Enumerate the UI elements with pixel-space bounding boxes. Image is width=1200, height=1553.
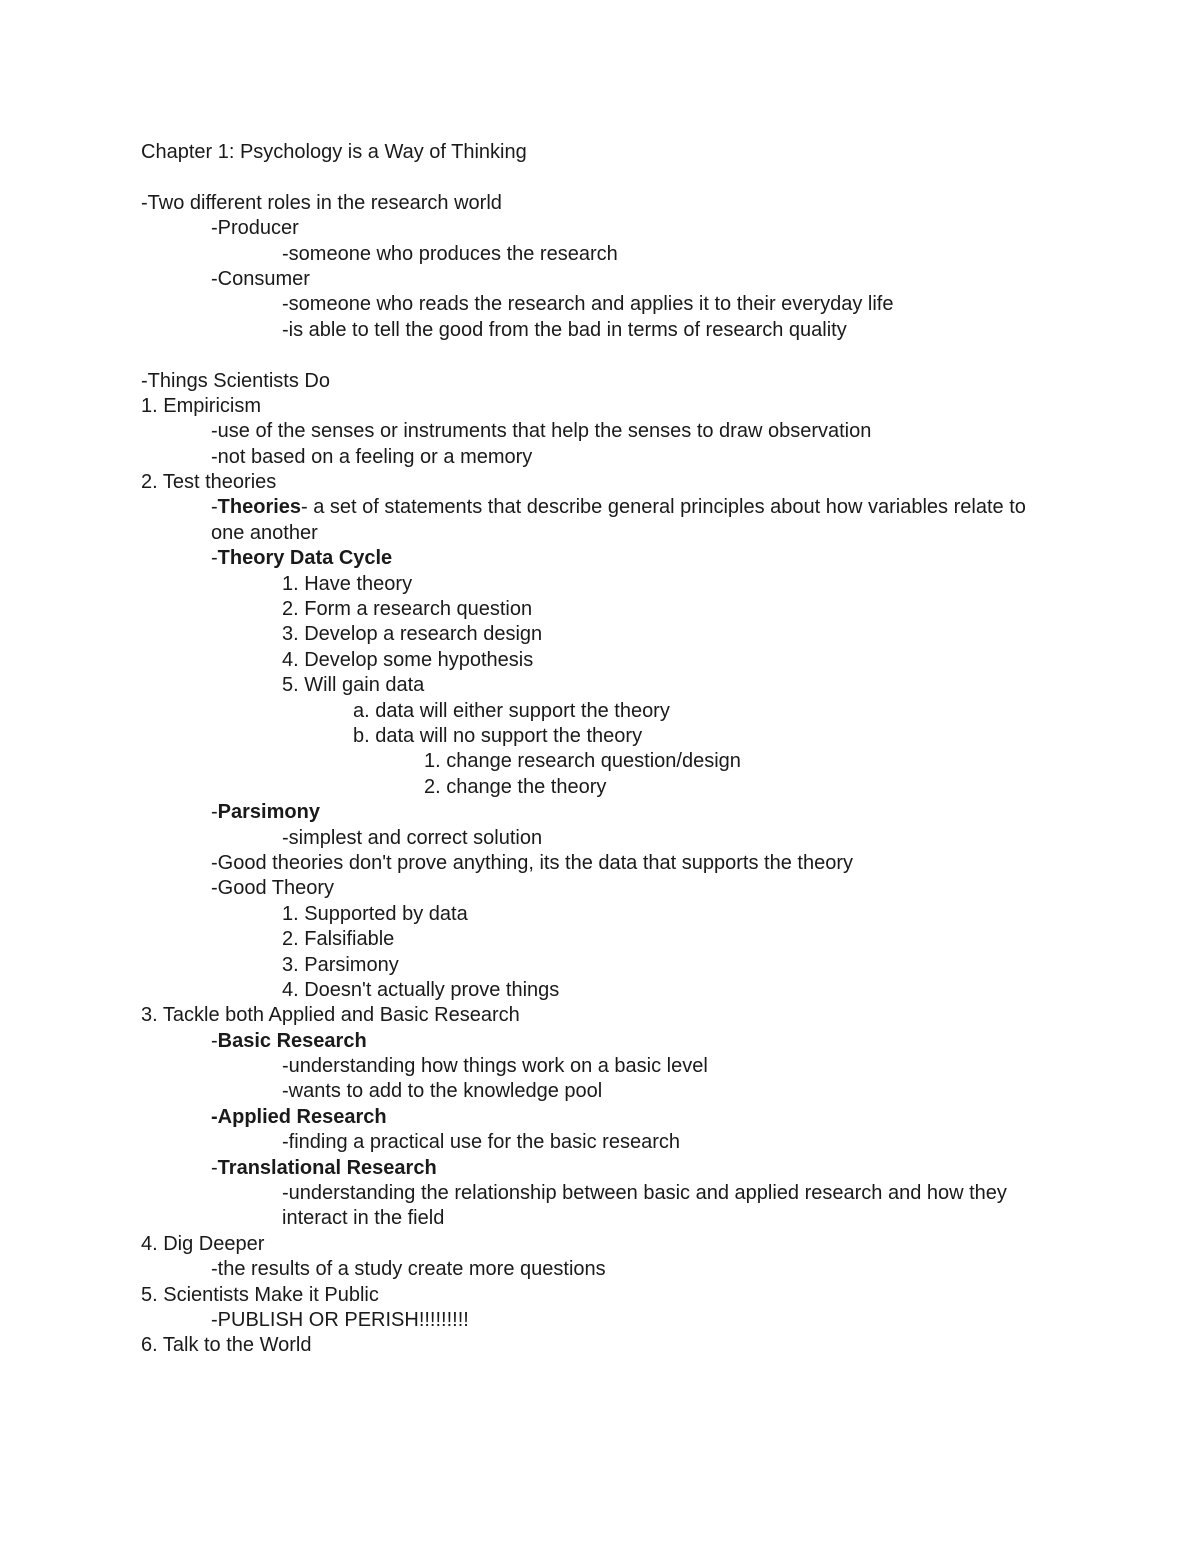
- empiricism-item: 1. Empiricism: [141, 394, 262, 417]
- applied-research-note: -finding a practical use for the basic research: [282, 1131, 680, 1154]
- good-theory-item: 2. Falsifiable: [282, 928, 395, 951]
- basic-research-note-2: -wants to add to the knowledge pool: [282, 1080, 603, 1103]
- dash: -: [211, 496, 218, 519]
- theories-term: Theories: [217, 496, 302, 519]
- translational-research-term: Translational Research: [217, 1156, 437, 1179]
- translational-research-heading: [141, 1156, 1041, 1181]
- dash: -: [211, 547, 218, 570]
- cycle-term: Theory Data Cycle: [217, 547, 393, 570]
- change-option-2: 2. change the theory: [424, 775, 607, 798]
- cycle-step: 2. Form a research question: [282, 598, 533, 621]
- make-public-note: -PUBLISH OR PERISH!!!!!!!!!: [211, 1309, 469, 1332]
- good-theory-item: 3. Parsimony: [282, 953, 399, 976]
- dig-deeper-item: 4. Dig Deeper: [141, 1232, 265, 1255]
- dash: -: [211, 1029, 218, 1052]
- theory-data-cycle: [141, 546, 1041, 571]
- roles-heading: -Two different roles in the research world: [141, 191, 502, 214]
- basic-research-note-1: -understanding how things work on a basic level: [282, 1055, 708, 1078]
- chapter-title: Chapter 1: Psychology is a Way of Thinking: [141, 141, 527, 163]
- parsimony-term: Parsimony: [217, 801, 320, 824]
- producer-definition: -someone who produces the research: [282, 242, 618, 265]
- test-theories-item: 2. Test theories: [141, 471, 277, 494]
- cycle-step: 1. Have theory: [282, 572, 413, 595]
- basic-research-term: Basic Research: [217, 1029, 367, 1052]
- basic-research-heading: [141, 1029, 1041, 1054]
- producer-label: -Producer: [211, 217, 299, 240]
- consumer-label: -Consumer: [211, 267, 310, 290]
- empiricism-note-1: -use of the senses or instruments that help the senses to draw observation: [211, 420, 872, 443]
- data-outcome-a: a. data will either support the theory: [353, 699, 670, 722]
- consumer-definition-1: -someone who reads the research and applies it to their everyday life: [282, 293, 894, 316]
- spacer: [141, 343, 1041, 368]
- dig-deeper-note: -the results of a study create more questions: [211, 1258, 606, 1281]
- spacer: [141, 165, 1041, 190]
- translational-research-note: -understanding the relationship between basic and applied research and how they interact in the field: [282, 1182, 1007, 1230]
- things-heading: -Things Scientists Do: [141, 369, 330, 392]
- make-public-item: 5. Scientists Make it Public: [141, 1283, 379, 1306]
- tackle-item: 3. Tackle both Applied and Basic Research: [141, 1004, 520, 1027]
- change-option-1: 1. change research question/design: [424, 750, 741, 773]
- cycle-step: 4. Develop some hypothesis: [282, 648, 534, 671]
- cycle-step: 5. Will gain data: [282, 674, 425, 697]
- notes-body: [141, 140, 1041, 1359]
- talk-to-world-item: 6. Talk to the World: [141, 1334, 312, 1357]
- data-outcome-b: b. data will no support the theory: [353, 725, 643, 748]
- consumer-definition-2: -is able to tell the good from the bad in terms of research quality: [282, 318, 847, 341]
- good-theory-heading: -Good Theory: [211, 877, 335, 900]
- theories-definition: [141, 495, 1031, 546]
- dash: -: [211, 1156, 218, 1179]
- applied-research-term: -Applied Research: [211, 1105, 387, 1128]
- good-theories-note: -Good theories don't prove anything, its the data that supports the theory: [211, 851, 853, 874]
- theories-text: - a set of statements that describe general principles about how variables relate to one another: [211, 496, 1026, 544]
- dash: -: [211, 801, 218, 824]
- empiricism-note-2: -not based on a feeling or a memory: [211, 445, 533, 468]
- good-theory-item: 4. Doesn't actually prove things: [282, 978, 560, 1001]
- cycle-step: 3. Develop a research design: [282, 623, 543, 646]
- parsimony-definition: -simplest and correct solution: [282, 826, 543, 849]
- good-theory-item: 1. Supported by data: [282, 902, 468, 925]
- applied-research-heading: [141, 1105, 1041, 1130]
- parsimony-heading: [141, 800, 1041, 825]
